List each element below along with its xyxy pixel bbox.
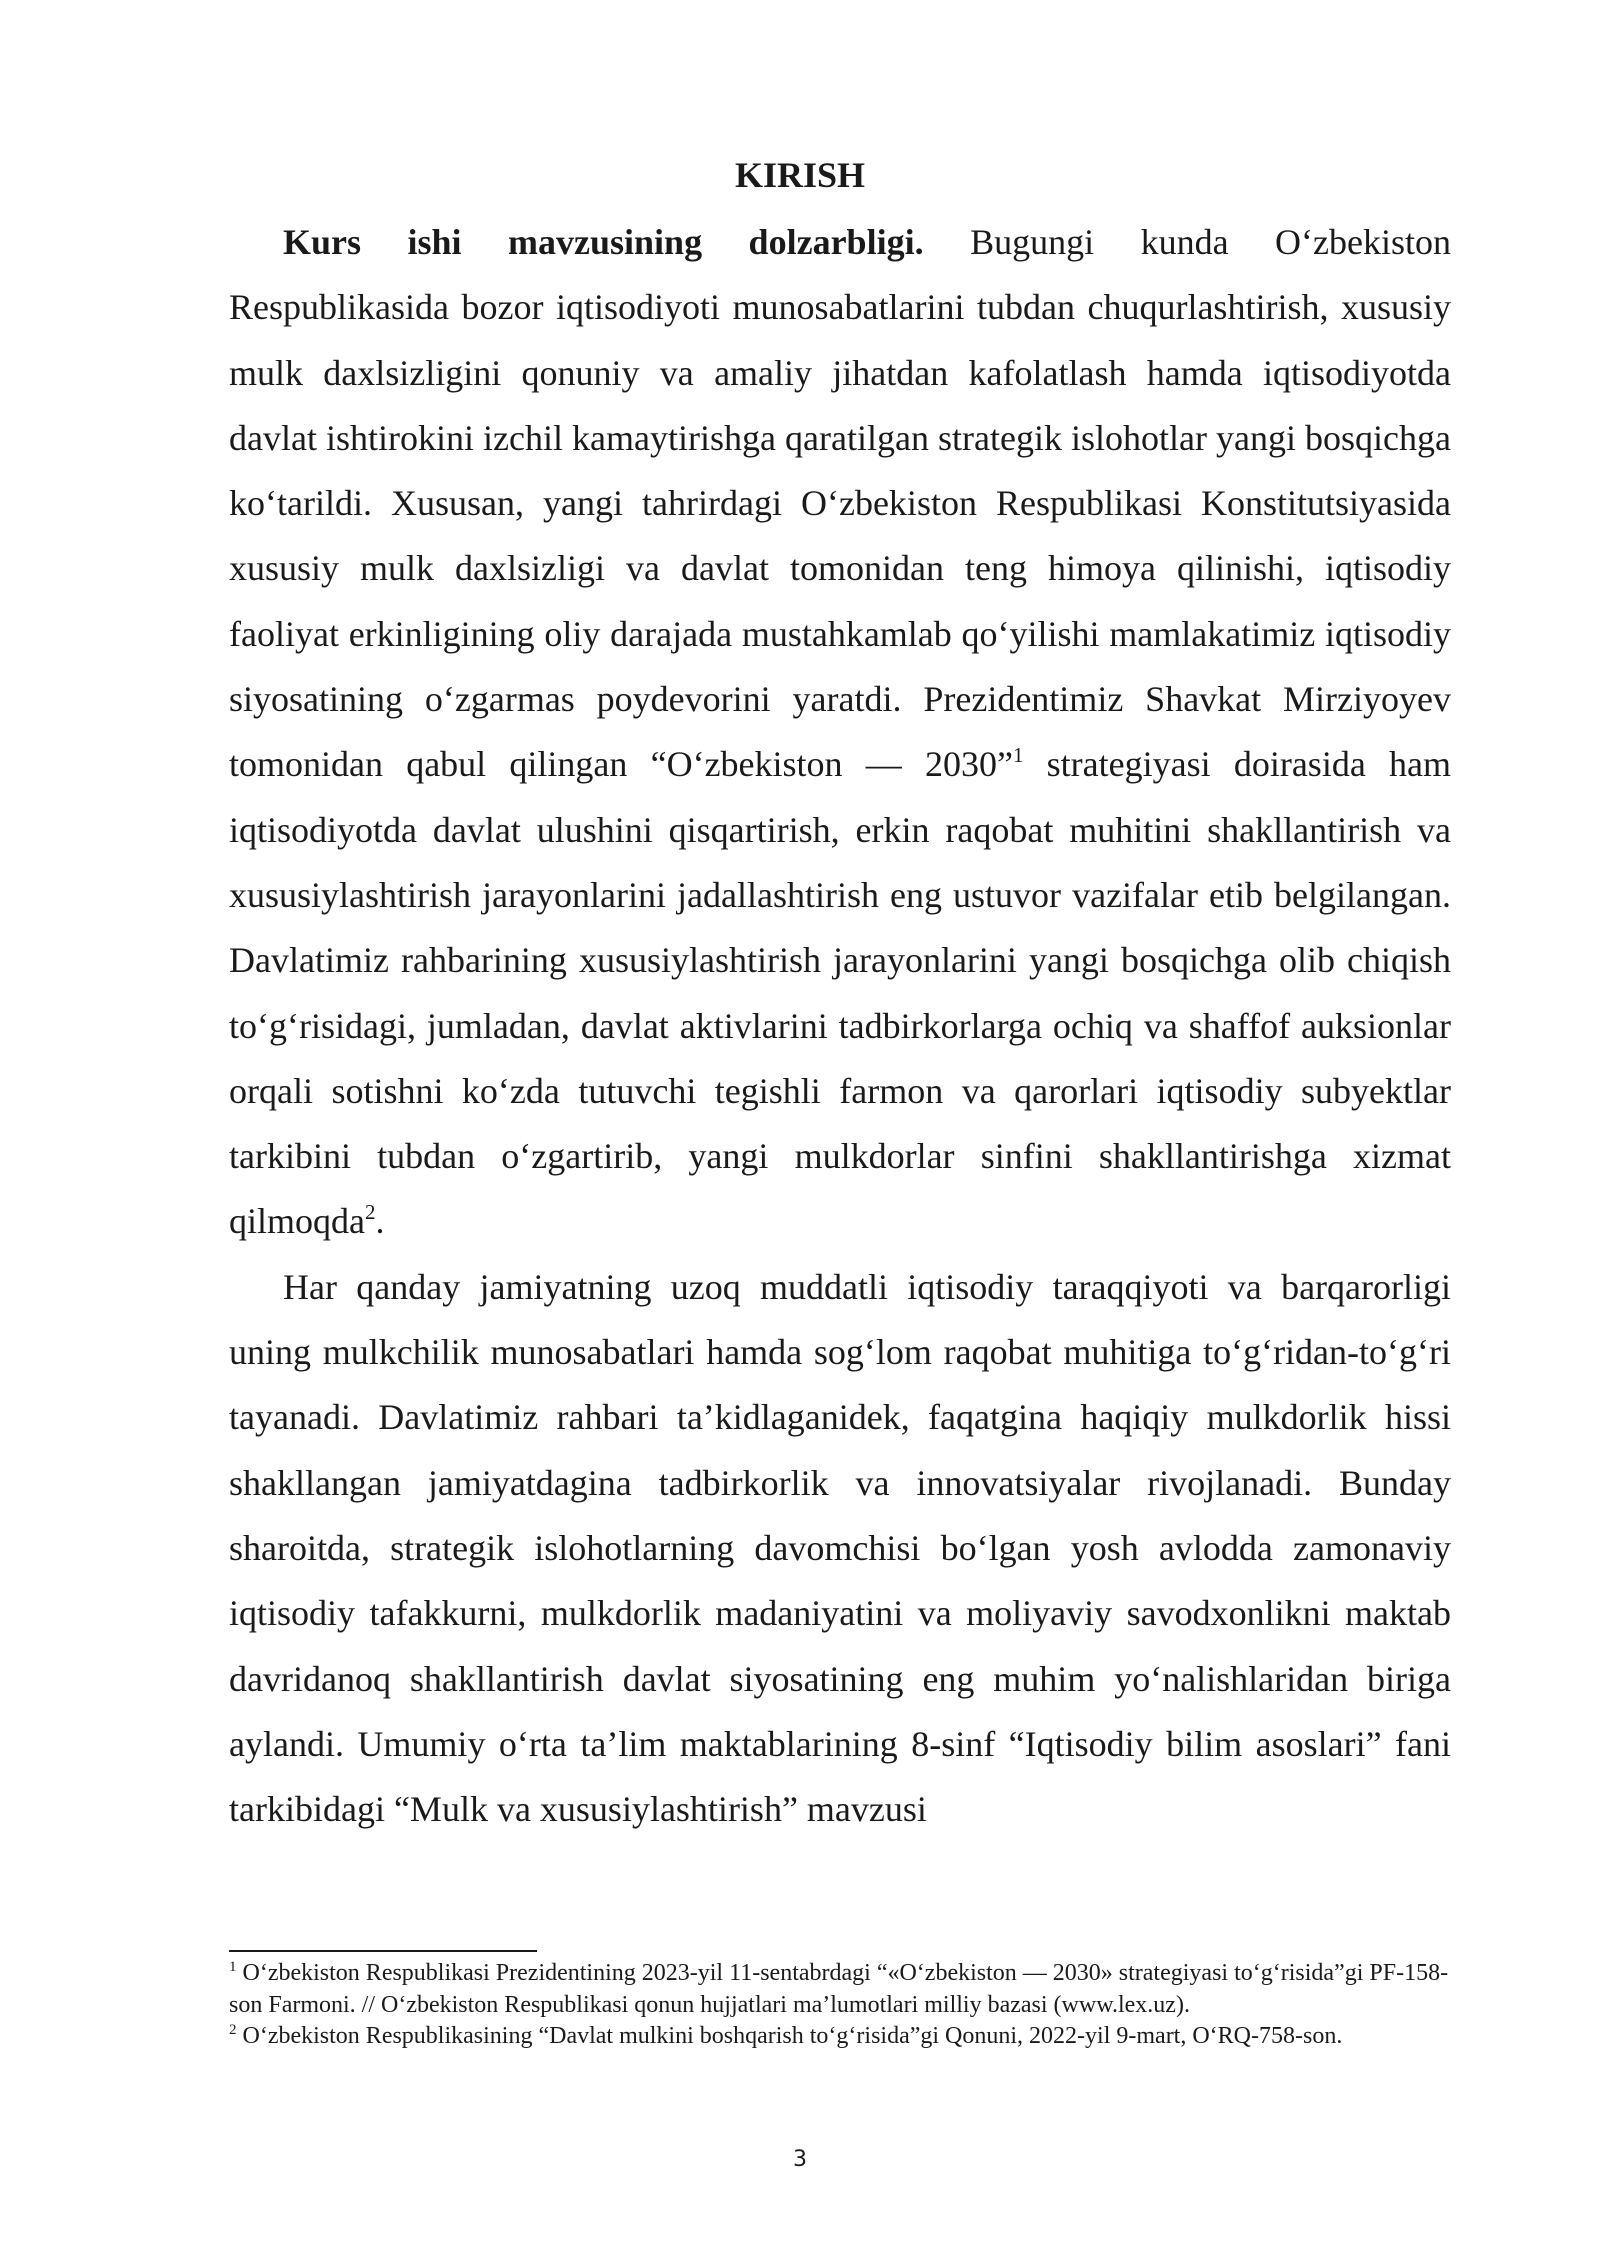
footnote-2-text: O‘zbekiston Respublikasining “Davlat mulkini boshqarish to‘g‘risida”gi Qonuni, 2022-yil 9-mart, O‘RQ-758-son. — [236, 2023, 1343, 2050]
paragraph-1-text-b: strategiyasi doirasida ham iqtisodiyotda davlat ulushini qisqartirish, erkin raqobat muhitini shakllantirish va xususiylashtirish jarayonlarini jadallashtirish eng ustuvor vazifalar etib belgilangan. Davlatimiz rahbarining xususiylashtirish jarayonlarini yangi bosqichga olib chiqish to‘g‘risidagi, jumladan, davlat aktivlarini tadbirkorlarga ochiq va shaffof auksionlar orqali sotishni ko‘zda tutuvchi tegishli farmon va qarorlari iqtisodiy subyektlar tarkibini tubdan o‘zgartirib, yangi mulkdorlar sinfini shakllantirishga xizmat qilmoqda — [229, 744, 1451, 1242]
paragraph-1-text-c: . — [375, 1201, 385, 1242]
paragraph-1-text-a: Bugungi kunda O‘zbekiston Respublikasida bozor iqtisodiyoti munosabatlarini tubdan chuqurlashtirish, xususiy mulk daxlsizligini qonuniy va amaliy jihatdan kafolatlash hamda iqtisodiyotda davlat ishtirokini izchil kamaytirishga qaratilgan strategik islohotlar yangi bosqichga ko‘tarildi. Xususan, yangi tahrirdagi O‘zbekiston Respublikasi Konstitutsiyasida xususiy mulk daxlsizligi va davlat tomonidan teng himoya qilinishi, iqtisodiy faoliyat erkinligining oliy darajada mustahkamlab qo‘yilishi mamlakatimiz iqtisodiy siyosatining o‘zgarmas poydevorini yaratdi. Prezidentimiz Shavkat Mirziyoyev tomonidan qabul qilingan “O‘zbekiston — 2030” — [229, 222, 1451, 785]
paragraph-2: Har qanday jamiyatning uzoq muddatli iqtisodiy taraqqiyoti va barqarorligi uning mulkchilik munosabatlari hamda sog‘lom raqobat muhitiga to‘g‘ridan-to‘g‘ri tayanadi. Davlatimiz rahbari ta’kidlaganidek, faqatgina haqiqiy mulkdorlik hissi shakllangan jamiyatdagina tadbirkorlik va innovatsiyalar rivojlanadi. Bunday sharoitda, strategik islohotlarning davomchisi bo‘lgan yosh avlodda zamonaviy iqtisodiy tafakkurni, mulkdorlik madaniyatini va moliyaviy savodxonlikni maktab davridanoq shakllantirish davlat siyosatining eng muhim yo‘nalishlaridan biriga aylandi. Umumiy o‘rta ta’lim maktablarining 8-sinf “Iqtisodiy bilim asoslari” fani tarkibidagi “Mulk va xususiylashtirish” mavzusi — [229, 1266, 1451, 1830]
footnote-2-marker: 2 — [229, 2022, 237, 2039]
paragraph-1 — [229, 210, 1451, 1255]
footnotes — [229, 1958, 1451, 2053]
footnote-separator — [229, 1950, 537, 1952]
footnote-ref-2[interactable]: 2 — [364, 1200, 376, 1225]
paragraph-1-lead: Kurs ishi mavzusining dolzarbligi. — [283, 222, 924, 262]
page-number: 3 — [793, 2147, 807, 2172]
footnote-1-text: O‘zbekiston Respublikasi Prezidentining 2023-yil 11-sentabrdagi “«O‘zbekiston — 2030» strategiyasi to‘g‘risida”gi PF-158-son Farmoni. // O‘zbekiston Respublikasi qonun hujjatlari ma’lumotlari milliy bazasi (www.lex.uz). — [229, 1960, 1449, 2018]
footnote-ref-1[interactable]: 1 — [1012, 743, 1024, 768]
footnote-2 — [229, 2021, 1451, 2053]
footnote-1 — [229, 1958, 1451, 2021]
footnote-1-marker: 1 — [229, 1959, 237, 1975]
section-heading: KIRISH — [734, 155, 866, 195]
body-text — [229, 210, 1451, 1842]
